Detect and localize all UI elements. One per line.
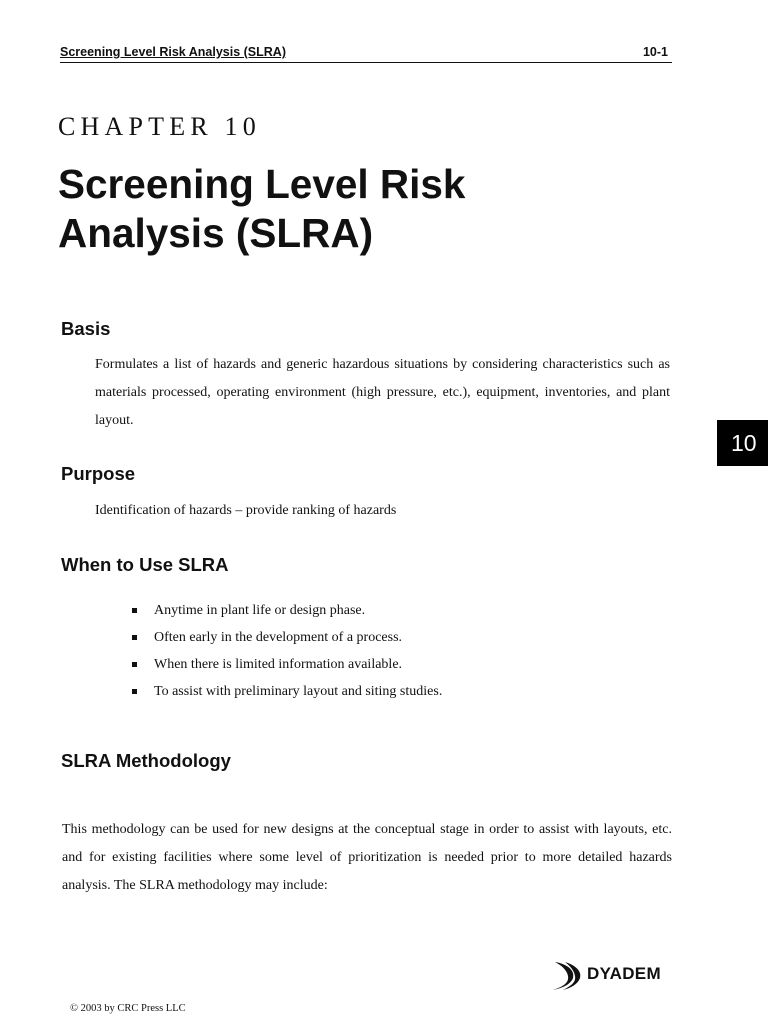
when-to-use-heading: When to Use SLRA (61, 554, 229, 575)
bullet-square-icon (132, 608, 137, 613)
basis-heading: Basis (61, 318, 111, 339)
list-item: To assist with preliminary layout and siting studies. (130, 678, 442, 705)
running-header (60, 44, 672, 63)
chapter-title-line-1: Screening Level Risk (58, 161, 466, 207)
methodology-text: This methodology can be used for new designs at the conceptual stage in order to assist with layouts, etc. and for existing facilities where some level of prioritization is needed prior to more detailed hazards analysis. The SLRA methodology may include: (62, 822, 672, 893)
chapter-title (58, 160, 678, 258)
copyright-notice: © 2003 by CRC Press LLC (70, 1003, 186, 1014)
when-to-use-list (130, 597, 442, 705)
dyadem-logo (549, 956, 661, 992)
dyadem-wordmark: DYADEM (587, 964, 661, 983)
purpose-text: Identification of hazards – provide ranking of hazards (95, 503, 397, 518)
list-item: When there is limited information available. (130, 651, 442, 678)
bullet-square-icon (132, 662, 137, 667)
list-item: Often early in the development of a process. (130, 624, 442, 651)
bullet-square-icon (132, 689, 137, 694)
chapter-title-line-2: Analysis (SLRA) (58, 210, 374, 256)
list-item: Anytime in plant life or design phase. (130, 597, 442, 624)
bullet-square-icon (132, 635, 137, 640)
methodology-heading: SLRA Methodology (61, 750, 231, 771)
chapter-label: CHAPTER 10 (58, 112, 261, 141)
page-number: 10-1 (642, 45, 668, 59)
chapter-side-tab: 10 (717, 420, 768, 466)
running-header-title: Screening Level Risk Analysis (SLRA) (60, 45, 287, 59)
purpose-heading: Purpose (61, 463, 136, 484)
basis-text: Formulates a list of hazards and generic hazardous situations by considering characteristics such as materials processed, operating environment (high pressure, etc.), equipment, inventories, and plant layout. (95, 357, 670, 428)
dyadem-swoosh-icon (549, 956, 589, 992)
